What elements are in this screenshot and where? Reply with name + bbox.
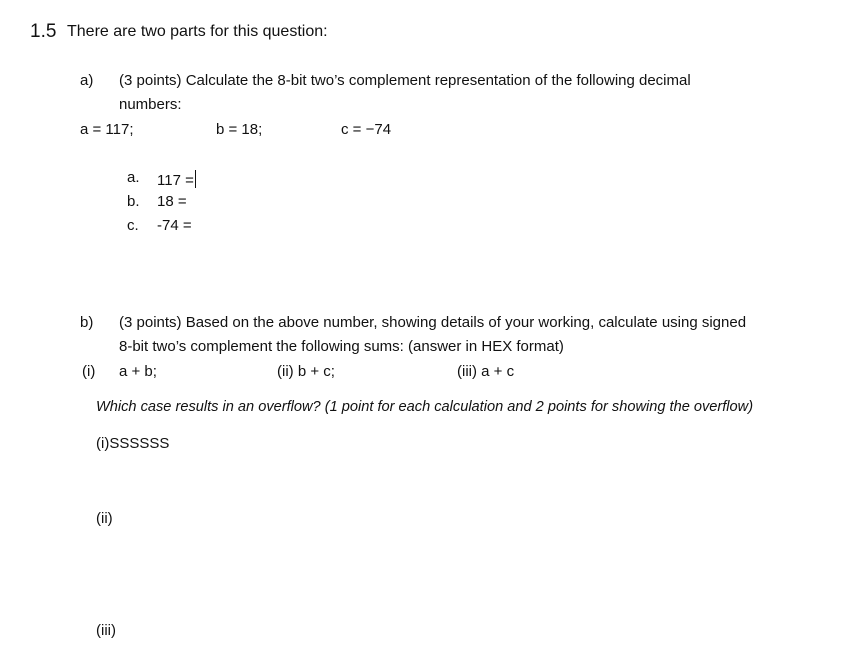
- text-cursor: [195, 170, 196, 188]
- question-intro: There are two parts for this question:: [67, 23, 328, 40]
- sum-ii-text: (ii) b + c;: [277, 363, 335, 380]
- part-b-marker: b): [80, 314, 94, 331]
- answer-a-text: 117 =: [157, 172, 194, 189]
- part-b-text-line1: (3 points) Based on the above number, showing details of your working, calculate using signed: [119, 314, 747, 331]
- given-c: c = −74: [341, 121, 392, 138]
- given-a: a = 117;: [80, 121, 134, 138]
- part-a-text-line2: numbers:: [119, 96, 182, 113]
- part-a-marker: a): [80, 72, 94, 89]
- answer-i[interactable]: (i)SSSSSS: [96, 435, 170, 452]
- answer-iii[interactable]: (iii): [96, 622, 116, 639]
- answer-a-marker: a.: [127, 169, 140, 186]
- sum-iii-text: (iii) a + c: [457, 363, 515, 380]
- answer-b-marker: b.: [127, 193, 140, 210]
- answer-c-text[interactable]: -74 =: [157, 217, 192, 234]
- sum-i-marker: (i): [82, 363, 96, 380]
- answer-ii[interactable]: (ii): [96, 510, 113, 527]
- part-a-text-line1: (3 points) Calculate the 8-bit two’s complement representation of the following decimal: [119, 72, 691, 89]
- overflow-question: Which case results in an overflow? (1 point for each calculation and 2 points for showing the overflow): [96, 399, 754, 415]
- answer-a-line[interactable]: [157, 170, 196, 188]
- part-b-text-line2: 8-bit two’s complement the following sums: (answer in HEX format): [119, 338, 564, 355]
- answer-c-marker: c.: [127, 217, 139, 234]
- sum-i-text: a + b;: [119, 363, 157, 380]
- answer-b-text[interactable]: 18 =: [157, 193, 187, 210]
- given-b: b = 18;: [216, 121, 263, 138]
- question-number: 1.5: [30, 21, 57, 42]
